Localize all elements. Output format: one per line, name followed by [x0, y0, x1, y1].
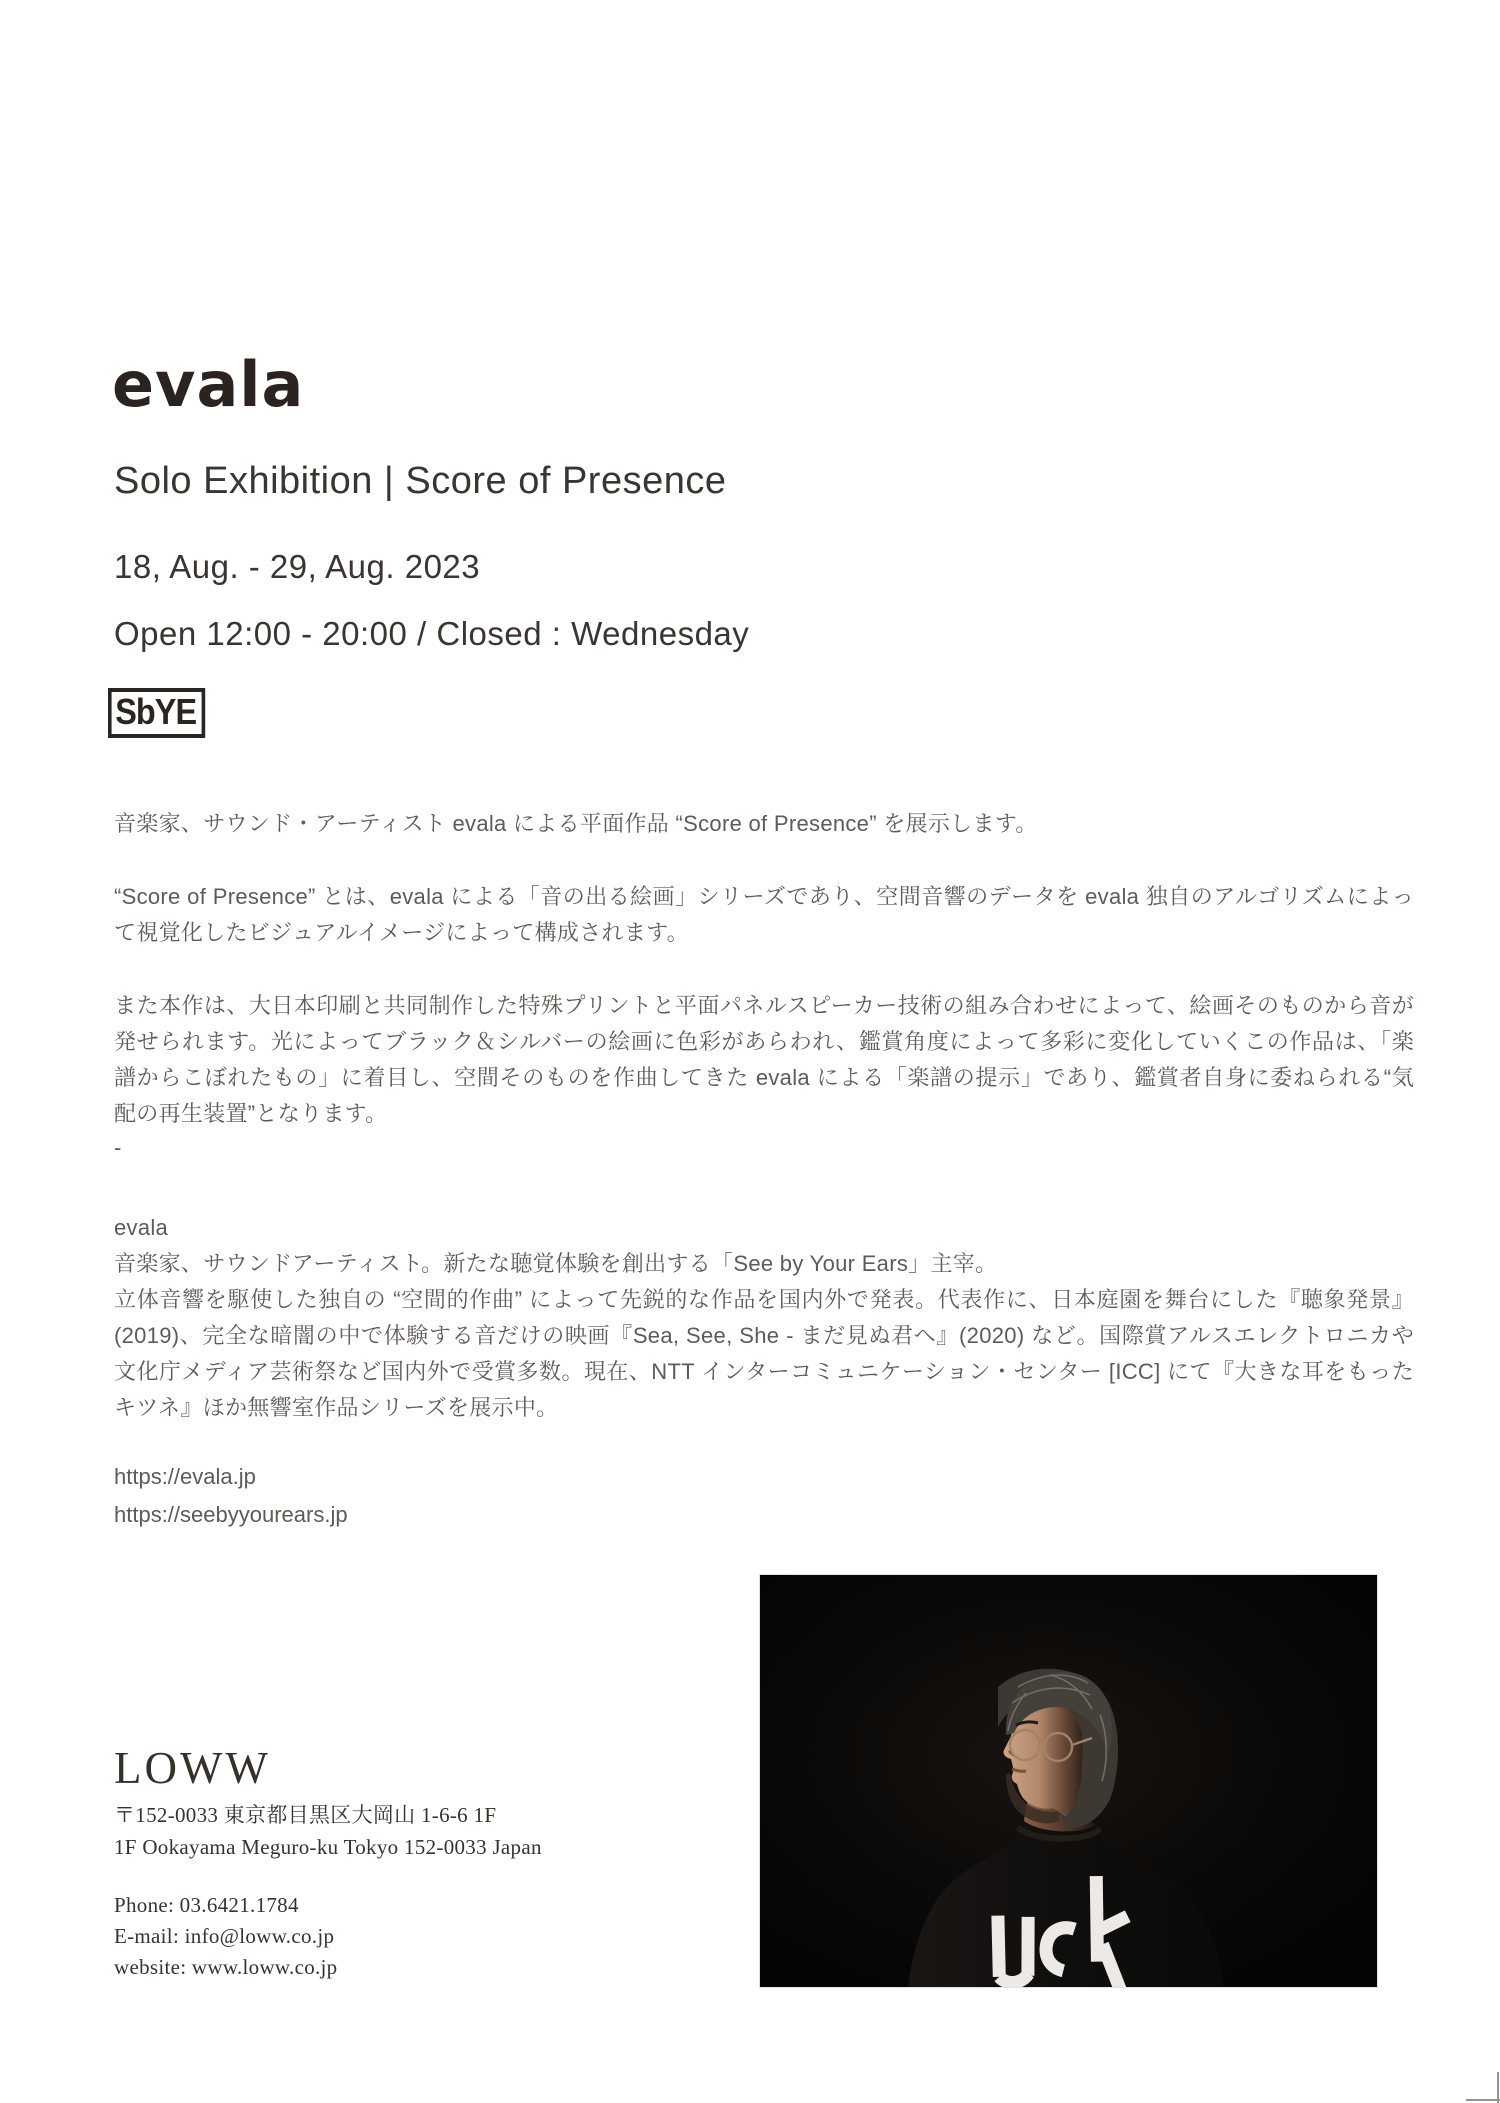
venue-address-en: 1F Ookayama Meguro-ku Tokyo 152-0033 Japan	[114, 1835, 542, 1859]
venue-name: LOWW	[114, 1743, 271, 1793]
artist-logo: evala	[112, 348, 305, 421]
sbye-badge: SbYE	[108, 688, 205, 738]
intro-paragraph-2: “Score of Presence” とは、evala による「音の出る絵画」シリーズであり、空間音響のデータを evala 独自のアルゴリズムによって視覚化したビジュアルイメージによって構成されます。	[114, 884, 1414, 945]
exhibition-title: Solo Exhibition | Score of Presence	[114, 460, 727, 502]
artist-bio	[114, 1210, 1414, 1426]
venue-phone: Phone: 03.6421.1784	[114, 1893, 299, 1917]
section-divider: -	[114, 1135, 122, 1160]
seebyyourears-url-link[interactable]: https://seebyyourears.jp	[114, 1502, 348, 1527]
intro-paragraph-1: 音楽家、サウンド・アーティスト evala による平面作品 “Score of Presence” を展示します。	[114, 811, 1038, 836]
artist-links	[114, 1458, 348, 1534]
portrait-illustration	[760, 1575, 1377, 1987]
page-corner-mark-horizontal	[1466, 2099, 1500, 2101]
exhibition-dates: 18, Aug. - 29, Aug. 2023	[114, 548, 481, 585]
evala-url-link[interactable]: https://evala.jp	[114, 1464, 256, 1489]
intro-paragraph-3: また本作は、大日本印刷と共同制作した特殊プリントと平面パネルスピーカー技術の組み合わせによって、絵画そのものから音が発せられます。光によってブラック＆シルバーの絵画に色彩があらわれ、鑑賞角度によって多彩に変化していくこの作品は、「楽譜からこぼれたもの」に着目し、空間そのものを作曲してきた evala による「楽譜の提示」であり、鑑賞者自身に委ねられる“気配の再生装置”となります。	[114, 993, 1414, 1126]
bio-body-text: 立体音響を駆使した独自の “空間的作曲” によって先鋭的な作品を国内外で発表。代表作に、日本庭園を舞台にした『聴象発景』(2019)、完全な暗闇の中で体験する音だけの映画『Sea, See, She - まだ見ぬ君へ』(2020) など。国際賞アルスエレクトロニカや文化庁メディア芸術祭など国内外で受賞多数。現在、NTT インターコミュニケーション・センター [ICC] にて『大きな耳をもったキツネ』ほか無響室作品シリーズを展示中。	[114, 1287, 1414, 1420]
venue-email: E-mail: info@loww.co.jp	[114, 1924, 335, 1948]
venue-address	[114, 1799, 542, 1863]
portrait-photo	[760, 1575, 1377, 1987]
venue-contact	[114, 1890, 337, 1983]
venue-website: website: www.loww.co.jp	[114, 1955, 338, 1979]
open-hours: Open 12:00 - 20:00 / Closed : Wednesday	[114, 615, 750, 652]
bio-artist-name: evala	[114, 1215, 169, 1240]
bio-role-line: 音楽家、サウンドアーティスト。新たな聴覚体験を創出する「See by Your Ears」主宰。	[114, 1251, 998, 1276]
venue-address-jp: 〒152-0033 東京都目黒区大岡山 1-6-6 1F	[114, 1803, 497, 1827]
